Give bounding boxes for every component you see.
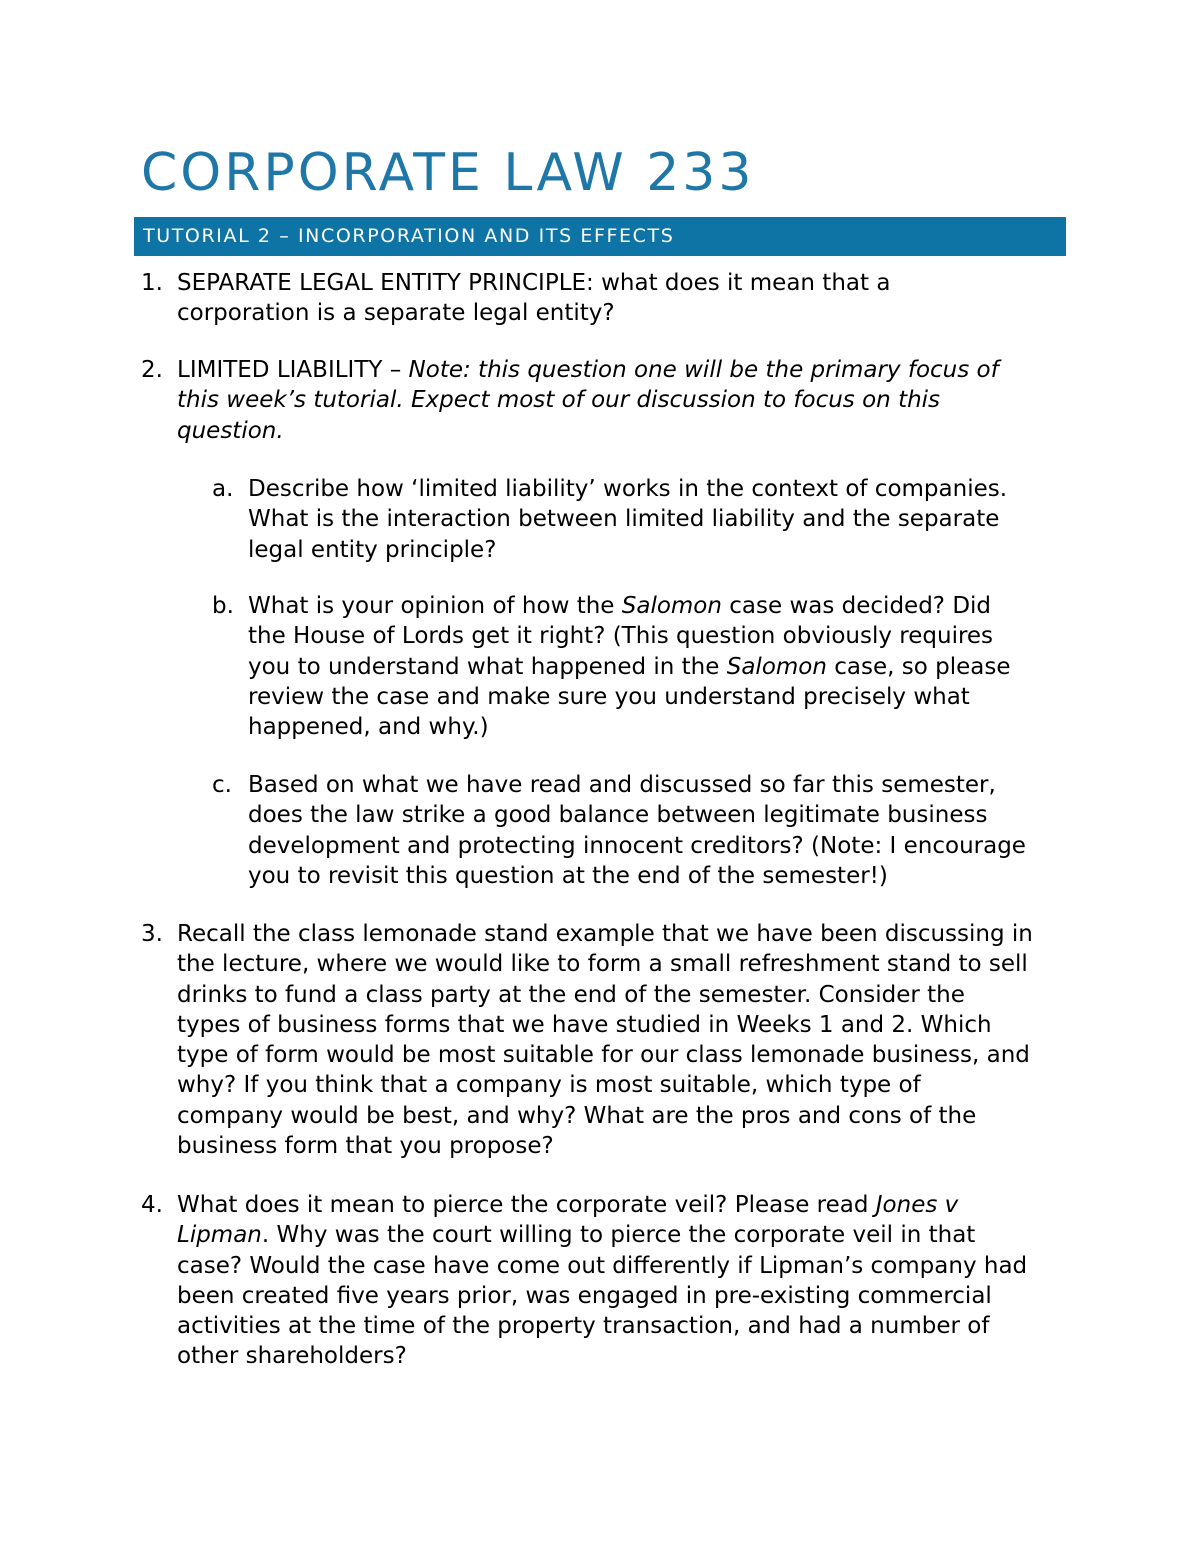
text-line: you to revisit this question at the end of the semester!) [248,862,888,889]
text-line: company would be best, and why? What are the pros and cons of the [177,1102,977,1129]
text-line: why? If you think that a company is most suitable, which type of [177,1072,921,1099]
text-line [248,591,1011,621]
case-name: Salomon [621,593,722,619]
question-text [177,919,1033,1161]
subtitle-text: TUTORIAL 2 – INCORPORATION AND ITS EFFECTS [143,225,675,247]
question-text [248,591,1011,742]
case-name: Lipman [177,1222,262,1249]
sub-question-letter: c. [212,772,232,798]
text-line: Based on what we have read and discussed so far this semester, [248,772,996,798]
text-line [248,652,1011,682]
text-line: types of business forms that we have studied in Weeks 1 and 2. Which [177,1011,992,1038]
question-text [177,268,890,329]
text-line: What is the interaction between limited liability and the separate [248,506,1000,533]
text-plain: What is your opinion of how the [248,593,622,619]
text-line [177,385,999,415]
text-line: activities at the time of the property transaction, and had a number of [177,1313,990,1340]
sub-question-letter: a. [212,476,234,502]
text-plain: LIMITED LIABILITY – [177,357,409,383]
question-text [248,474,1007,565]
text-line [177,355,999,385]
text-line [177,1220,1027,1250]
text-plain: What does it mean to pierce the corporate veil? Please read [177,1192,876,1218]
text-line: business form that you propose? [177,1133,554,1160]
text-line: type of form would be most suitable for our class lemonade business, and [177,1042,1030,1069]
text-line: review the case and make sure you understand precisely what [248,683,970,710]
text-plain: . Why was the court willing to pierce the corporate veil in that [261,1222,976,1249]
text-line: other shareholders? [177,1343,407,1370]
text-line: the lecture, where we would like to form a small refreshment stand to sell [177,951,1028,978]
text-line: case? Would the case have come out differently if Lipman’s company had [177,1252,1028,1279]
text-italic: Note: this question one will be the primary focus of [408,357,999,383]
text-italic: this week’s tutorial. Expect most of our discussion to focus on this [177,387,941,414]
text-plain: case, so please [826,653,1011,680]
case-name: Salomon [726,653,827,680]
text-italic: question. [177,417,284,444]
question-number: 3. [141,921,163,947]
text-line: drinks to fund a class party at the end of the semester. Consider the [177,981,965,1008]
text-line: SEPARATE LEGAL ENTITY PRINCIPLE: what does it mean that a [177,270,891,296]
question-number: 1. [141,270,163,296]
text-plain: you to understand what happened in the [248,653,727,680]
text-line: development and protecting innocent creditors? (Note: I encourage [248,832,1026,859]
case-name: Jones v [875,1192,959,1218]
text-line: the House of Lords get it right? (This question obviously requires [248,623,994,650]
text-line: Describe how ‘limited liability’ works in the context of companies. [248,476,1008,502]
question-text [248,770,1026,891]
text-line [177,416,999,446]
document-title: CORPORATE LAW 233 [141,143,755,203]
question-text [177,1190,1027,1372]
text-line: does the law strike a good balance between legitimate business [248,802,988,829]
question-number: 2. [141,357,163,383]
text-line: been created five years prior, was engaged in pre-existing commercial [177,1282,992,1309]
sub-question-letter: b. [212,593,234,619]
text-line [177,1190,1027,1220]
subtitle-banner [134,217,1066,256]
text-line: Recall the class lemonade stand example that we have been discussing in [177,921,1033,947]
text-line: legal entity principle? [248,536,497,563]
text-line: happened, and why.) [248,714,489,741]
question-number: 4. [141,1192,163,1218]
text-plain: case was decided? Did [721,593,992,619]
question-text [177,355,999,446]
text-line: corporation is a separate legal entity? [177,300,615,327]
